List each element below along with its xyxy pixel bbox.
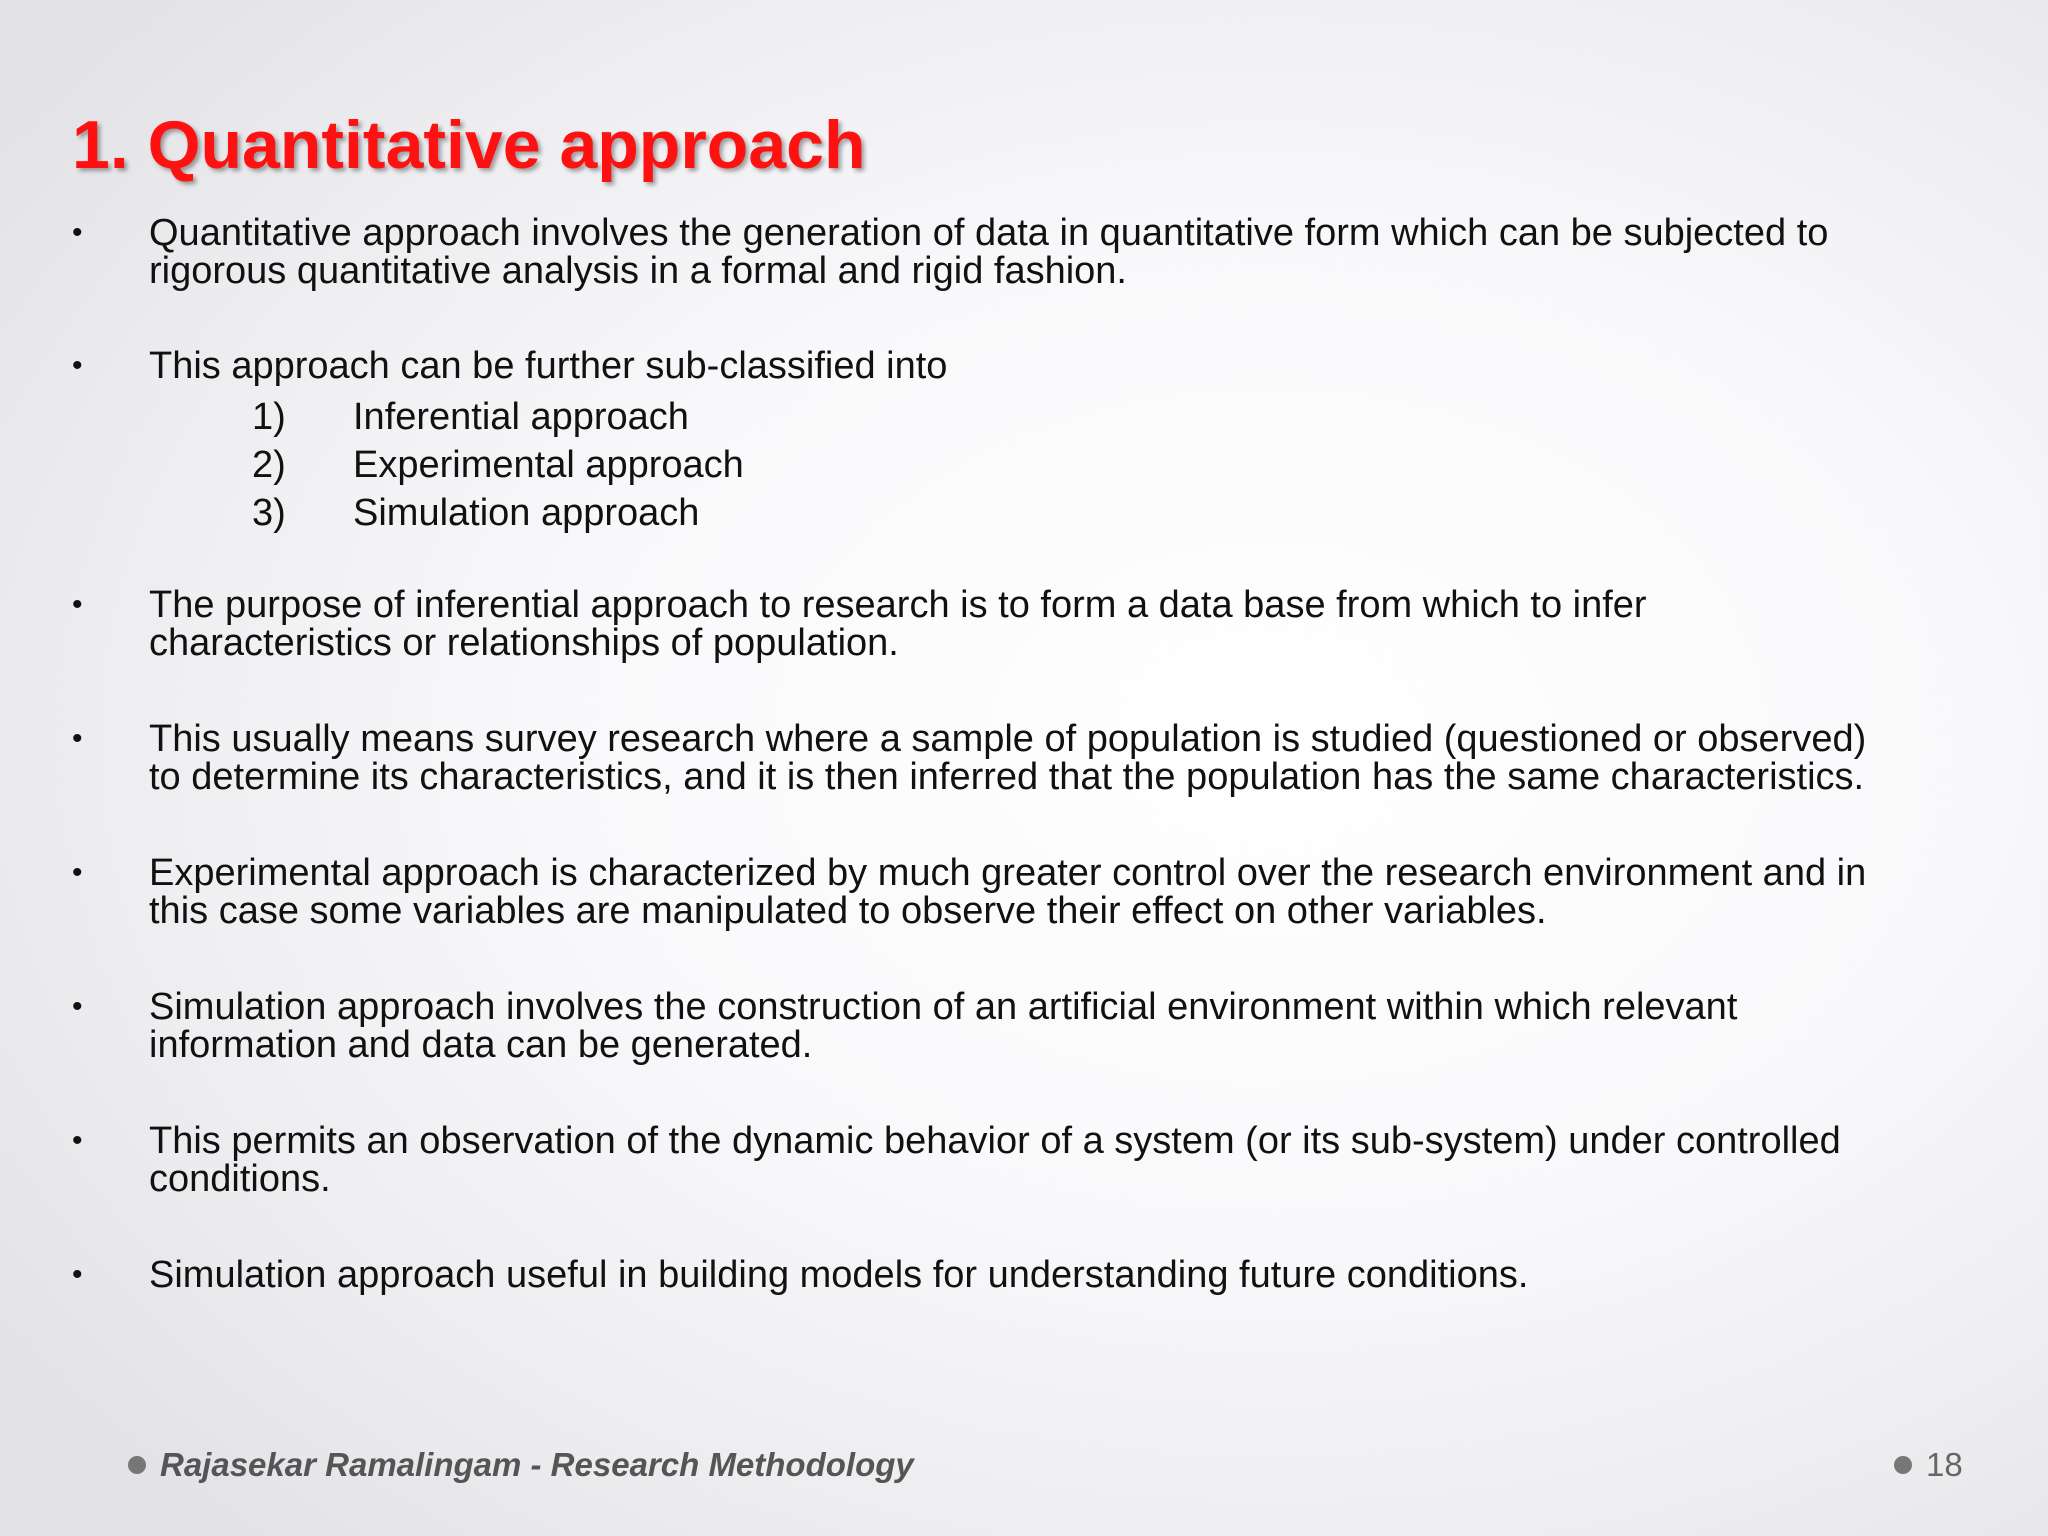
footer-text: Rajasekar Ramalingam - Research Methodology: [160, 1446, 914, 1483]
bullet-marker: •: [72, 588, 83, 621]
bullet-line: Simulation approach involves the construction of an artificial environment within which relevant: [149, 986, 1738, 1028]
bullet-marker: •: [72, 990, 83, 1023]
bullet-line: characteristics or relationships of population.: [149, 622, 899, 664]
sub-item-number: 1): [252, 396, 286, 438]
bullet-text: [149, 854, 2048, 930]
sub-item-label: Experimental approach: [353, 444, 744, 486]
bullet-text: [149, 1256, 2048, 1294]
page-number-text: 18: [1926, 1446, 1963, 1483]
bullet-text: [149, 214, 2048, 290]
bullet-text: [149, 988, 2048, 1064]
bullet-marker: •: [72, 1258, 83, 1291]
bullet-line: This approach can be further sub-classified into: [149, 345, 948, 387]
bullet-text: [149, 586, 2048, 662]
bullet-line: conditions.: [149, 1158, 331, 1200]
bullet-text: [149, 347, 2048, 385]
bullet-line: rigorous quantitative analysis in a formal and rigid fashion.: [149, 250, 1127, 292]
page-dot-icon: [1894, 1456, 1912, 1474]
footer-dot-icon: [128, 1456, 146, 1474]
bullet-line: information and data can be generated.: [149, 1024, 813, 1066]
bullet-line: Quantitative approach involves the generation of data in quantitative form which can be subjected to: [149, 212, 1829, 254]
slide-title: 1. Quantitative approach: [72, 107, 866, 183]
bullet-line: Simulation approach useful in building models for understanding future conditions.: [149, 1254, 1529, 1296]
bullet-text: [149, 720, 2048, 796]
bullet-line: This permits an observation of the dynamic behavior of a system (or its sub-system) under controlled: [149, 1120, 1841, 1162]
bullet-marker: •: [72, 722, 83, 755]
bullet-line: The purpose of inferential approach to research is to form a data base from which to infer: [149, 584, 1647, 626]
bullet-marker: •: [72, 1124, 83, 1157]
bullet-marker: •: [72, 349, 83, 382]
bullet-line: this case some variables are manipulated to observe their effect on other variables.: [149, 890, 1547, 932]
sub-item-number: 2): [252, 444, 286, 486]
bullet-text: [149, 1122, 2048, 1198]
bullet-marker: •: [72, 856, 83, 889]
bullet-line: to determine its characteristics, and it is then inferred that the population has the same characteristics.: [149, 756, 1865, 798]
sub-item-label: Inferential approach: [353, 396, 689, 438]
bullet-marker: •: [72, 216, 83, 249]
bullet-line: This usually means survey research where a sample of population is studied (questioned or observed): [149, 718, 1867, 760]
sub-item-label: Simulation approach: [353, 492, 700, 534]
sub-item-number: 3): [252, 492, 286, 534]
bullet-line: Experimental approach is characterized by much greater control over the research environment and in: [149, 852, 1867, 894]
page-number: [1894, 1443, 1963, 1487]
footer: [128, 1443, 914, 1487]
